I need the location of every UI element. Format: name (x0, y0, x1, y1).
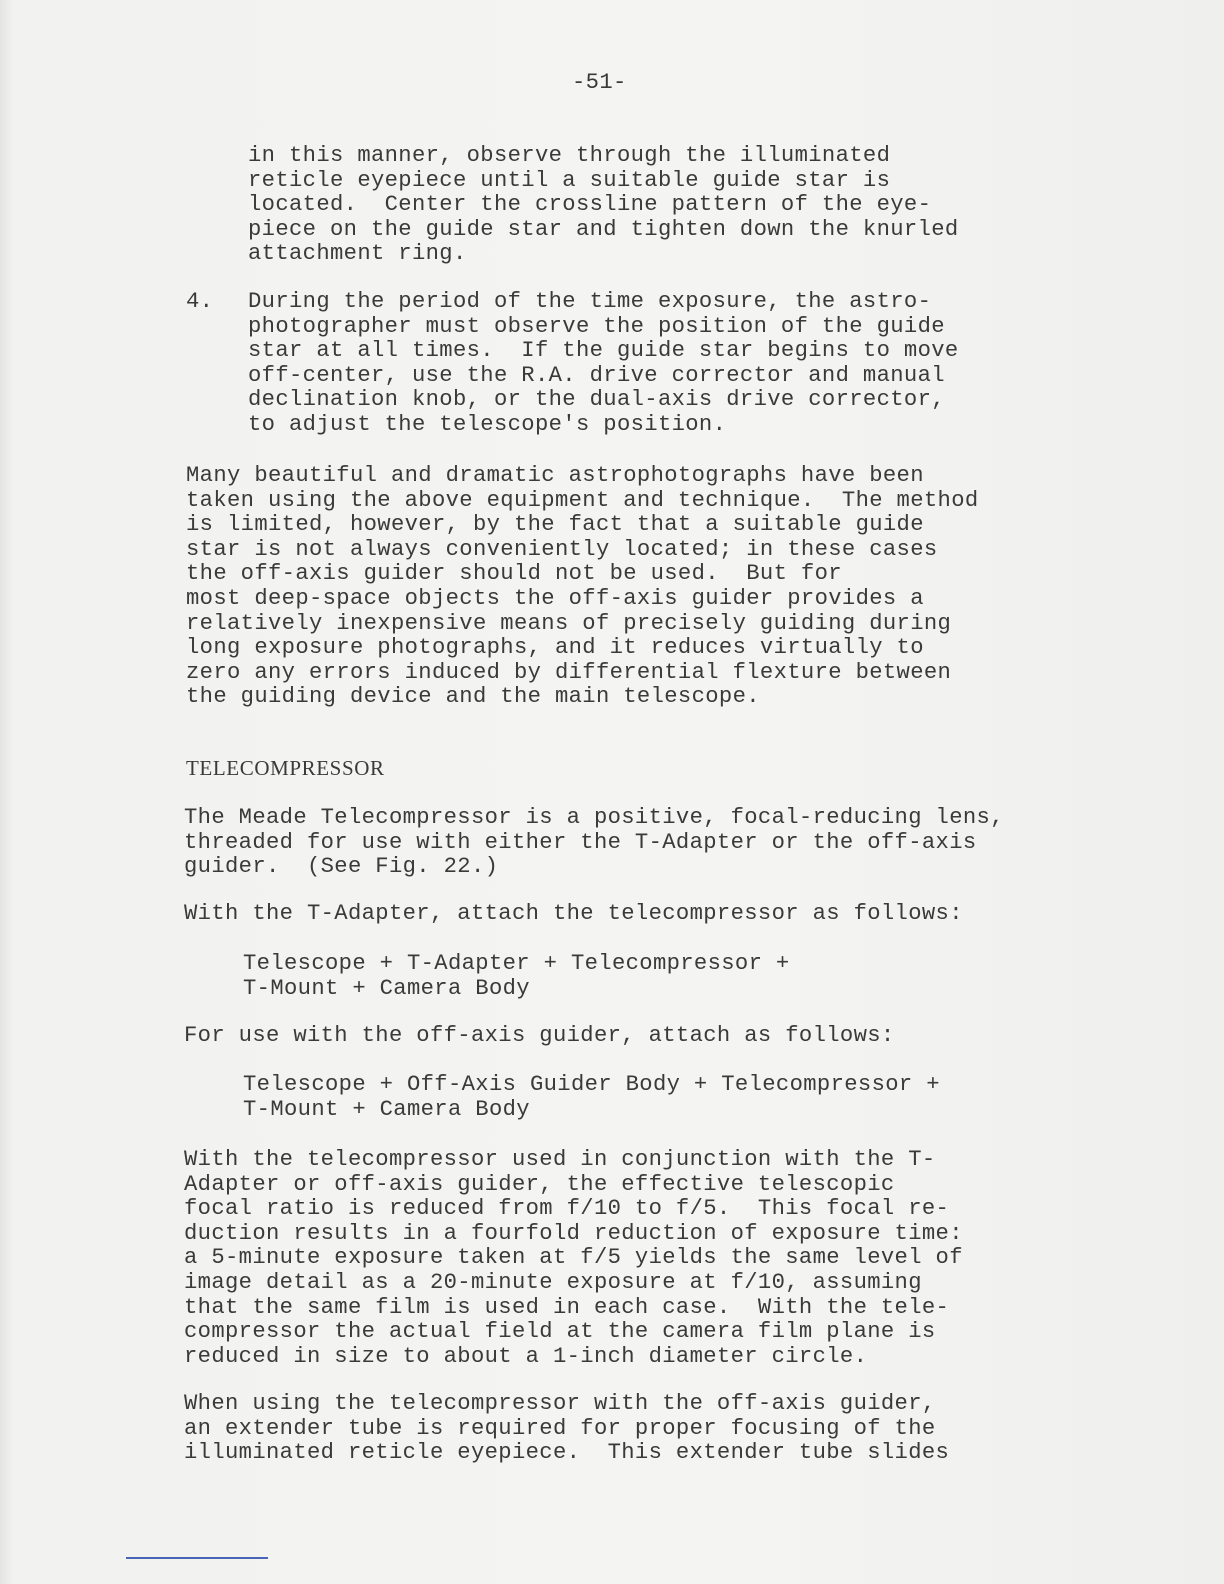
step-number: 4. (186, 289, 214, 314)
text-line: duction results in a fourfold reduction of exposure time: (184, 1220, 963, 1246)
text-line: star at all times. If the guide star begins to move (248, 338, 959, 364)
text-line: threaded for use with either the T-Adapter or the off-axis (184, 829, 977, 855)
off-axis-instruction: For use with the off-axis guider, attach as follows: (184, 1023, 895, 1048)
text-line: the guiding device and the main telescope. (186, 684, 760, 710)
text-line: piece on the guide star and tighten down the knurled (248, 216, 959, 242)
text-line: attachment ring. (248, 241, 467, 267)
text-line: off-center, use the R.A. drive corrector and manual (248, 362, 945, 388)
text-line: located. Center the crossline pattern of the eye- (248, 192, 932, 218)
text-line: focal ratio is reduced from f/10 to f/5. This focal re- (184, 1196, 950, 1222)
t-adapter-formula (243, 952, 790, 1001)
text-line: reduced in size to about a 1-inch diameter circle. (184, 1343, 868, 1369)
text-line: Telescope + Off-Axis Guider Body + Telecompressor + (243, 1072, 940, 1097)
text-line: a 5-minute exposure taken at f/5 yields the same level of (184, 1245, 963, 1271)
text-line: With the telecompressor used in conjunction with the T- (184, 1147, 936, 1172)
text-line: The Meade Telecompressor is a positive, focal-reducing lens, (184, 805, 1004, 830)
continuation-paragraph (248, 144, 959, 267)
text-line: the off-axis guider should not be used. But for (186, 561, 842, 587)
text-line: reticle eyepiece until a suitable guide star is (248, 167, 891, 193)
text-line: is limited, however, by the fact that a suitable guide (186, 512, 924, 538)
text-line: Many beautiful and dramatic astrophotographs have been (186, 463, 924, 488)
text-line: that the same film is used in each case. With the tele- (184, 1294, 950, 1320)
t-adapter-instruction: With the T-Adapter, attach the telecompressor as follows: (184, 901, 963, 926)
text-line: During the period of the time exposure, the astro- (248, 289, 932, 314)
step-4-paragraph (248, 290, 959, 438)
text-line: zero any errors induced by differential flexture between (186, 659, 952, 685)
text-line: image detail as a 20-minute exposure at f/10, assuming (184, 1269, 922, 1295)
text-line: guider. (See Fig. 22.) (184, 854, 499, 880)
text-line: When using the telecompressor with the off-axis guider, (184, 1391, 936, 1416)
section-heading: TELECOMPRESSOR (186, 756, 385, 780)
page-number: -51- (572, 70, 627, 95)
text-line: T-Mount + Camera Body (243, 975, 530, 1001)
footer-rule (126, 1557, 268, 1559)
text-line: Telescope + T-Adapter + Telecompressor + (243, 951, 790, 976)
text-line: illuminated reticle eyepiece. This extender tube slides (184, 1440, 950, 1466)
text-line: T-Mount + Camera Body (243, 1096, 530, 1122)
text-line: in this manner, observe through the illuminated (248, 143, 891, 168)
text-line: photographer must observe the position of the guide (248, 313, 945, 339)
text-line: compressor the actual field at the camera film plane is (184, 1319, 936, 1345)
text-line: declination knob, or the dual-axis drive corrector, (248, 387, 945, 413)
off-axis-formula (243, 1073, 940, 1122)
extender-tube-paragraph (184, 1392, 949, 1466)
text-line: relatively inexpensive means of precisely guiding during (186, 610, 952, 636)
text-line: taken using the above equipment and technique. The method (186, 487, 979, 513)
text-line: star is not always conveniently located; in these cases (186, 536, 938, 562)
text-line: Adapter or off-axis guider, the effective telescopic (184, 1171, 895, 1197)
focal-reduction-paragraph (184, 1148, 963, 1369)
text-line: long exposure photographs, and it reduces virtually to (186, 635, 924, 661)
text-line: most deep-space objects the off-axis guider provides a (186, 585, 924, 611)
telecompressor-intro-paragraph (184, 806, 1004, 880)
astrophotographs-paragraph (186, 464, 979, 710)
text-line: to adjust the telescope's position. (248, 411, 727, 437)
text-line: an extender tube is required for proper focusing of the (184, 1415, 936, 1441)
